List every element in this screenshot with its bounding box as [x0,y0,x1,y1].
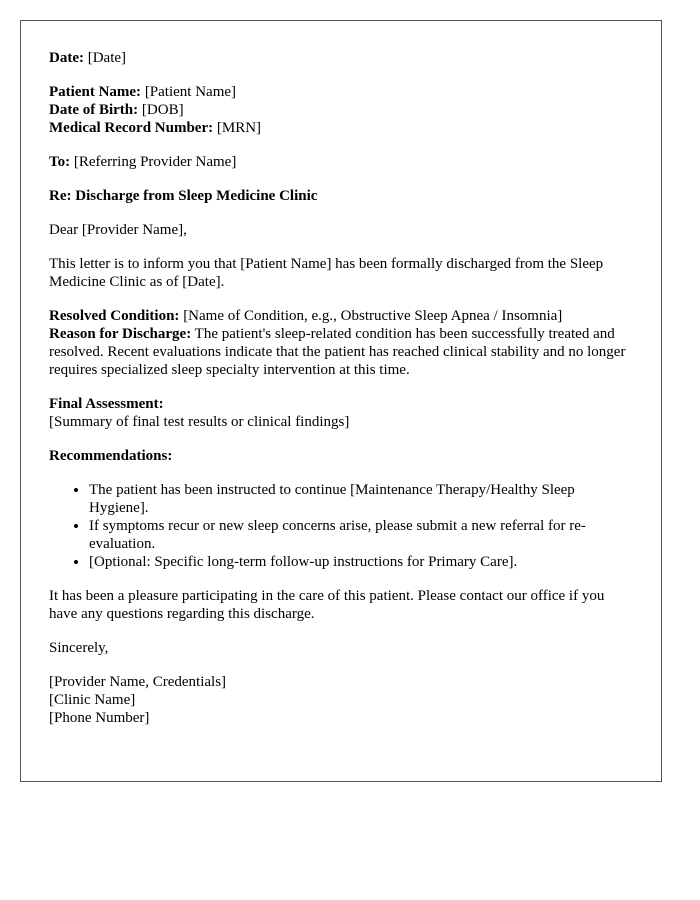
signature-clinic: [Clinic Name] [49,692,136,708]
closing-paragraph: It has been a pleasure participating in the care of this patient. Please contact our office if you have any questions regarding this discharge. [49,588,605,622]
recipient-line [49,153,633,171]
recommendations-list [49,481,633,571]
mrn-label: Medical Record Number: [49,120,214,136]
date-line [49,49,633,67]
resolved-condition-line [49,307,633,325]
subject-line: Re: Discharge from Sleep Medicine Clinic [49,188,318,204]
recommendation-item: • If symptoms recur or new sleep concerns arise, please submit a new referral for re-evaluation. [89,517,633,553]
recommendation-item: • The patient has been instructed to continue [Maintenance Therapy/Healthy Sleep Hygiene]. [89,481,633,517]
intro-paragraph: This letter is to inform you that [Patient Name] has been formally discharged from the Sleep Medicine Clinic as of [Date]. [49,256,604,290]
discharge-reason-line [49,325,633,379]
date-label: Date: [49,50,84,66]
discharge-reason-label: Reason for Discharge: [49,326,192,342]
patient-name-value: [Patient Name] [141,84,237,100]
letter-document [20,20,662,782]
patient-name-line [49,83,633,101]
signature-provider: [Provider Name, Credentials] [49,674,227,690]
to-value: [Referring Provider Name] [70,154,237,170]
dob-line [49,101,633,119]
recommendation-item: • [Optional: Specific long-term follow-up instructions for Primary Care]. [89,553,633,571]
final-assessment [49,395,633,431]
final-assessment-value: [Summary of final test results or clinical findings] [49,414,350,430]
dob-value: [DOB] [138,102,184,118]
resolved-condition-value: [Name of Condition, e.g., Obstructive Sleep Apnea / Insomnia] [179,308,563,324]
recommendations-heading: Recommendations: [49,448,173,464]
to-label: To: [49,154,71,170]
sign-off: Sincerely, [49,640,109,656]
signature-phone: [Phone Number] [49,710,150,726]
discharge-reason-value: The patient's sleep-related condition has been successfully treated and resolved. Recent evaluations indicate that the patient has reached clinical stability and no longer requires specialized sleep specialty intervention at this time. [49,326,626,378]
salutation: Dear [Provider Name], [49,222,187,238]
mrn-line [49,119,633,137]
discharge-details [49,307,633,379]
mrn-value: [MRN] [213,120,262,136]
resolved-condition-label: Resolved Condition: [49,308,180,324]
patient-info [49,83,633,137]
dob-label: Date of Birth: [49,102,139,118]
patient-name-label: Patient Name: [49,84,142,100]
final-assessment-label: Final Assessment: [49,396,164,412]
signature-block [49,673,633,727]
date-value: [Date] [83,50,127,66]
